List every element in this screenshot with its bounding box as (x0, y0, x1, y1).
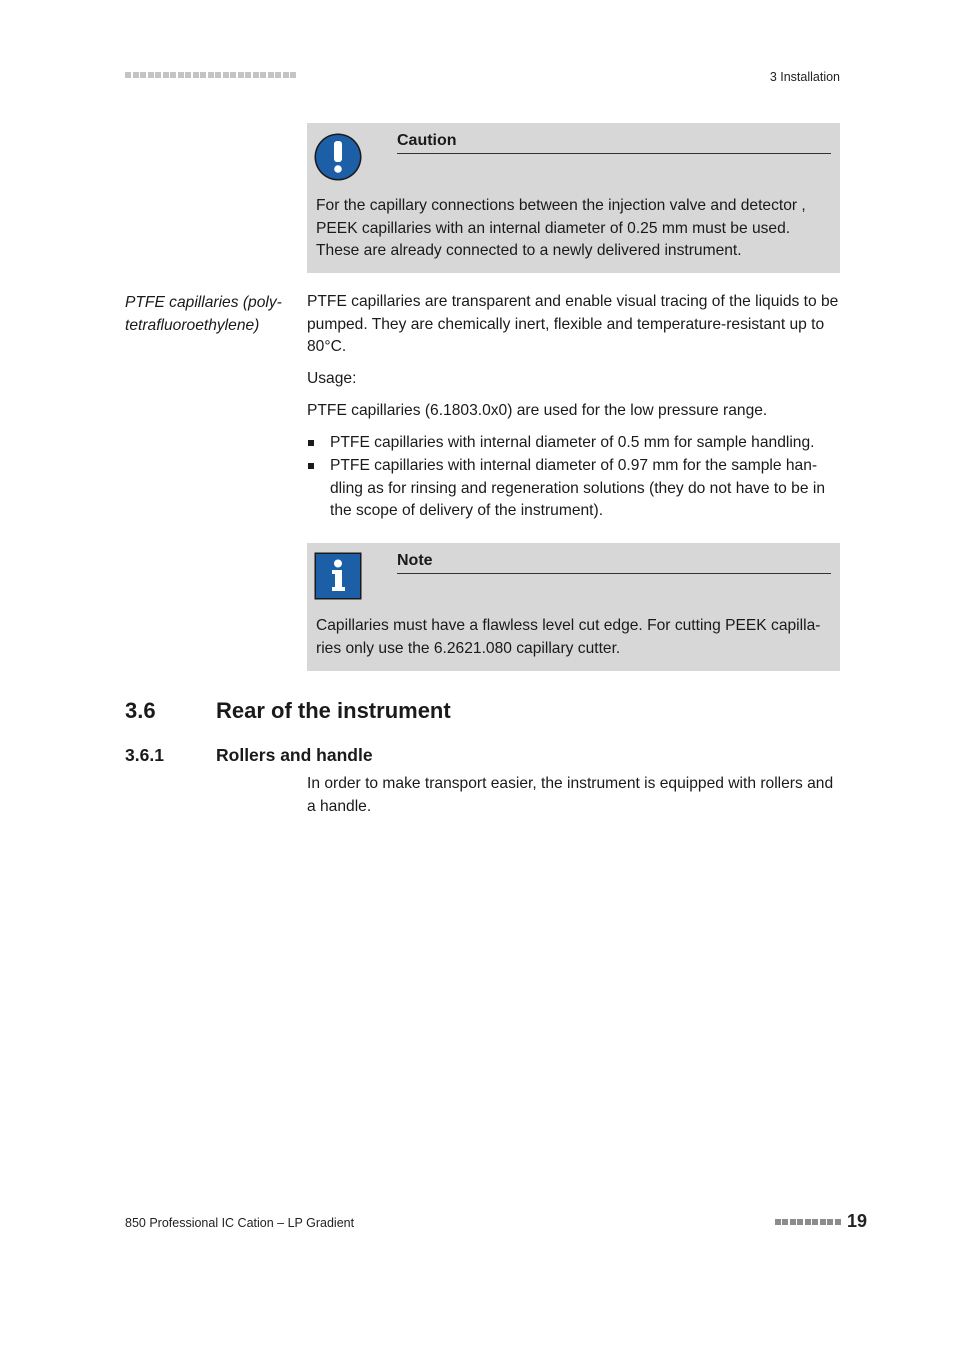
usage-label: Usage: (307, 370, 357, 387)
usage-text: PTFE capillaries (6.1803.0x0) are used for the low pressure range. (307, 402, 768, 419)
ptfe-side-label: PTFE capillaries (poly-tetrafluoroethylene) (125, 294, 282, 334)
header-decoration (125, 72, 296, 78)
caution-title: Caution (397, 132, 831, 154)
note-text: Capillaries must have a flawless level cut edge. For cutting PEEK capilla-ries only use the 6.2621.080 capillary cutter. (316, 617, 821, 657)
caution-box (307, 123, 840, 273)
info-icon (316, 554, 360, 598)
exclamation-icon (316, 135, 360, 179)
subsection-text: In order to make transport easier, the instrument is equipped with rollers and a handle. (307, 775, 834, 815)
section-title: Rear of the instrument (216, 698, 451, 723)
ptfe-intro: PTFE capillaries are transparent and enable visual tracing of the liquids to be pumped. They are chemically inert, flexible and temperature-resistant up to 80°C. (307, 293, 839, 355)
note-title: Note (397, 552, 831, 574)
list-item: PTFE capillaries with internal diameter of 0.97 mm for the sample han-dling as for rinsing and regeneration solutions (they do not have to be in the scope of delivery of the instrument). (307, 455, 840, 523)
footer-page (775, 1211, 867, 1232)
footer-product-name: 850 Professional IC Cation – LP Gradient (125, 1216, 355, 1230)
header-section-title: 3 Installation (769, 70, 840, 84)
list-item: PTFE capillaries with internal diameter of 0.5 mm for sample handling. (307, 432, 840, 455)
subsection-title: Rollers and handle (216, 745, 373, 765)
section-number: 3.6 (125, 698, 156, 723)
subsection-heading (125, 745, 373, 766)
note-box (307, 543, 840, 671)
footer-decoration (775, 1219, 841, 1225)
caution-text: For the capillary connections between the injection valve and detector , PEEK capillaries with an internal diameter of 0.25 mm must be used. These are already connected to a newly delivered instrument. (316, 197, 806, 259)
page-number: 19 (846, 1211, 867, 1231)
ptfe-bullet-list (307, 432, 840, 523)
section-heading (125, 698, 451, 724)
subsection-number: 3.6.1 (125, 745, 164, 765)
